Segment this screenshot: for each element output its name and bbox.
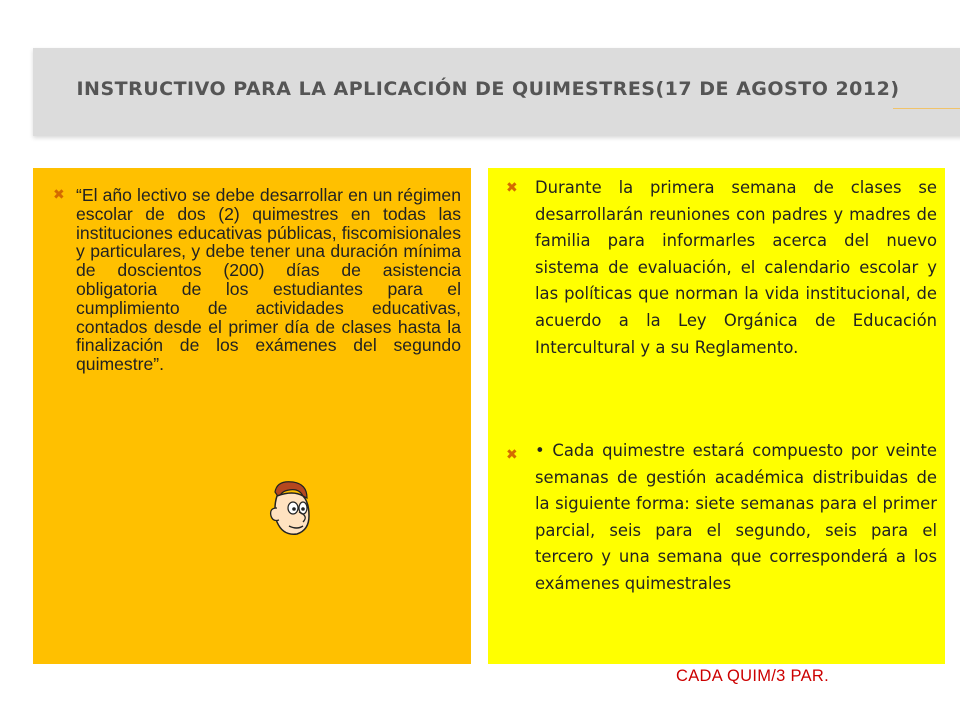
title-bar [33,48,960,136]
left-panel [33,168,471,664]
x-mark-bullet-icon: ✖ [506,447,518,463]
right-panel [488,168,945,664]
footer-note: CADA QUIM/3 PAR. [676,667,830,685]
title-accent-line [893,108,960,109]
slide-title: INSTRUCTIVO PARA LA APLICACIÓN DE QUIMESTRES(17 DE AGOSTO 2012) [76,78,900,100]
right-panel-item: Durante la primera semana de clases se desarrollarán reuniones con padres y madres de familia para informarles acerca del nuevo sistema de evaluación, el calendario escolar y las políticas que norman la vida institucional, de acuerdo a la Ley Orgánica de Educación Intercultural y a su Reglamento. [535,178,937,357]
cartoon-face-icon [263,478,315,540]
x-mark-bullet-icon: ✖ [53,187,65,203]
left-panel-text: “El año lectivo se debe desarrollar en un régimen escolar de dos (2) quimestres en todas las instituciones educativas públicas, fiscomisionales y particulares, y debe tener una duración mínima de doscientos (200) días de asistencia obligatoria de los estudiantes para el cumplimiento de actividades educativas, contados desde el primer día de clases hasta la finalización de los exámenes del segundo quimestre”. [76,185,461,375]
right-panel-item: • Cada quimestre estará compuesto por veinte semanas de gestión académica distribuidas de la siguiente forma: siete semanas para el primer parcial, seis para el segundo, seis para el tercero y una semana que corresponderá a los exámenes quimestrales [535,441,937,593]
x-mark-bullet-icon: ✖ [506,180,518,196]
